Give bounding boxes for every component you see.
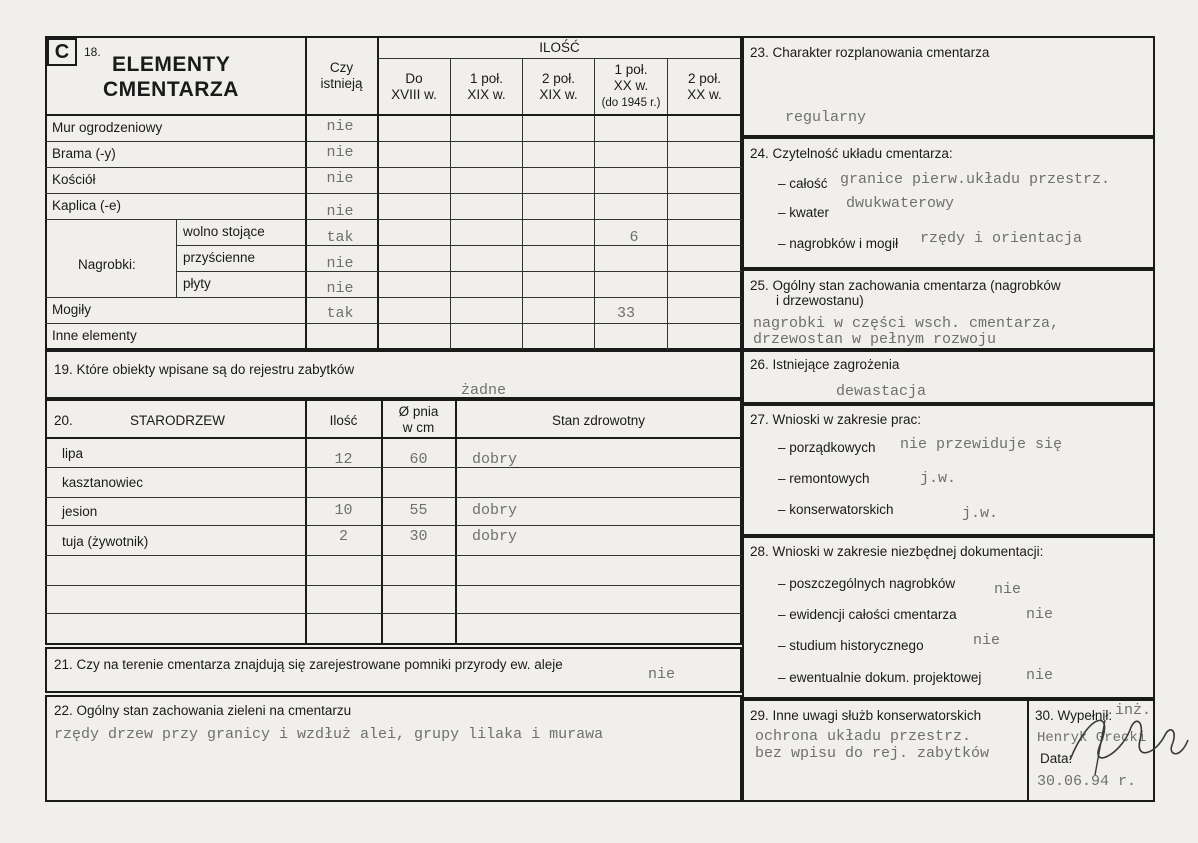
section-tag: C bbox=[47, 38, 77, 66]
col-header-1-l2: XIX w. bbox=[467, 87, 506, 102]
tree-qty-3: 2 bbox=[338, 528, 348, 545]
col-header-0-l1: Do bbox=[405, 71, 423, 86]
q20-num: 20. bbox=[54, 413, 73, 428]
q24-item-2-label: – nagrobków i mogił bbox=[778, 236, 899, 251]
header-ilosc: ILOŚĆ bbox=[539, 40, 580, 55]
qty-wolno: 6 bbox=[629, 229, 639, 246]
tree-name-0: lipa bbox=[62, 446, 84, 461]
header-czy: Czy bbox=[329, 60, 354, 75]
q24-item-2-value: rzędy i orientacja bbox=[920, 230, 1083, 247]
q30-date: 30.06.94 r. bbox=[1037, 773, 1137, 790]
tree-name-2: jesion bbox=[62, 504, 98, 519]
q23-label: 23. Charakter rozplanowania cmentarza bbox=[750, 45, 990, 60]
exists-kosciol: nie bbox=[326, 170, 354, 187]
q19-value: żadne bbox=[461, 382, 507, 399]
exists-mogily: tak bbox=[326, 305, 354, 322]
q25-value-2: drzewostan w pełnym rozwoju bbox=[753, 331, 997, 348]
exists-przyscienne: nie bbox=[326, 255, 354, 272]
tree-diam-2: 55 bbox=[409, 502, 428, 519]
q28-item-0-label: – poszczególnych nagrobków bbox=[778, 576, 956, 591]
q28-item-3-label: – ewentualnie dokum. projektowej bbox=[778, 670, 982, 685]
exists-plyty: nie bbox=[326, 280, 354, 297]
tree-state-3: dobry bbox=[472, 528, 518, 545]
row-label-brama: Brama (-y) bbox=[52, 146, 116, 161]
section-title-line1: ELEMENTY bbox=[112, 53, 231, 76]
tree-state-2: dobry bbox=[472, 502, 518, 519]
exists-mur: nie bbox=[326, 118, 354, 135]
section-number: 18. bbox=[84, 45, 101, 59]
q30-date-label: Data: bbox=[1040, 751, 1073, 766]
q28-item-0-value: nie bbox=[994, 581, 1022, 598]
q19-label: 19. Które obiekty wpisane są do rejestru zabytków bbox=[54, 362, 355, 377]
q22-label: 22. Ogólny stan zachowania zieleni na cmentarzu bbox=[54, 703, 352, 718]
q28-label: 28. Wnioski w zakresie niezbędnej dokumentacji: bbox=[750, 544, 1044, 559]
signature-mark bbox=[1060, 700, 1190, 780]
q20-col-ilosc: Ilość bbox=[329, 413, 358, 428]
col-header-4-l2: XX w. bbox=[687, 87, 722, 102]
col-header-4-l1: 2 poł. bbox=[687, 71, 722, 86]
exists-brama: nie bbox=[326, 144, 354, 161]
tree-name-3: tuja (żywotnik) bbox=[62, 534, 149, 549]
tree-diam-3: 30 bbox=[409, 528, 428, 545]
q23-value: regularny bbox=[785, 109, 867, 126]
qty-mogily: 33 bbox=[616, 305, 635, 322]
exists-kaplica: nie bbox=[326, 203, 354, 220]
q30-name: Henryk Grecki bbox=[1037, 730, 1147, 746]
q30-label: 30. Wypełnił: bbox=[1035, 708, 1113, 723]
q28-item-1-label: – ewidencji całości cmentarza bbox=[778, 607, 957, 622]
row-label-przyscienne: przyścienne bbox=[183, 250, 256, 265]
q27-item-2-label: – konserwatorskich bbox=[778, 502, 894, 517]
q24-item-1-value: dwukwaterowy bbox=[846, 195, 955, 212]
q29-value-1: ochrona układu przestrz. bbox=[755, 728, 972, 745]
q26-value: dewastacja bbox=[836, 383, 927, 400]
col-header-2-l2: XIX w. bbox=[539, 87, 578, 102]
tree-qty-0: 12 bbox=[334, 451, 353, 468]
exists-wolno: tak bbox=[326, 229, 354, 246]
q28-item-3-value: nie bbox=[1026, 667, 1054, 684]
q24-item-1-label: – kwater bbox=[778, 205, 830, 220]
col-header-2-l1: 2 poł. bbox=[541, 71, 576, 86]
q24-item-0-label: – całość bbox=[778, 176, 828, 191]
col-header-0-l2: XVIII w. bbox=[391, 87, 437, 102]
q21-value: nie bbox=[648, 666, 676, 683]
tree-state-0: dobry bbox=[472, 451, 518, 468]
q28-item-1-value: nie bbox=[1026, 606, 1054, 623]
row-label-nagrobki: Nagrobki: bbox=[78, 257, 136, 272]
q20-title: STARODRZEW bbox=[130, 413, 225, 428]
q20-col-stan: Stan zdrowotny bbox=[551, 413, 646, 428]
row-label-wolno: wolno stojące bbox=[183, 224, 265, 239]
row-label-mogily: Mogiły bbox=[52, 302, 92, 317]
q28-item-2-value: nie bbox=[973, 632, 1001, 649]
q24-item-0-value: granice pierw.układu przestrz. bbox=[840, 171, 1111, 188]
section-title-line2: CMENTARZA bbox=[103, 78, 239, 101]
tree-qty-2: 10 bbox=[334, 502, 353, 519]
q25-label-1: 25. Ogólny stan zachowania cmentarza (nagrobków bbox=[750, 278, 1061, 293]
q29-label: 29. Inne uwagi służb konserwatorskich bbox=[750, 708, 982, 723]
row-label-plyty: płyty bbox=[183, 276, 211, 291]
q26-label: 26. Istniejące zagrożenia bbox=[750, 357, 900, 372]
q25-value-1: nagrobki w części wsch. cmentarza, bbox=[753, 315, 1060, 332]
q27-item-0-value: nie przewiduje się bbox=[900, 436, 1063, 453]
col-header-3-l2: XX w. bbox=[613, 78, 649, 93]
q20-col-pnia1: Ø pnia bbox=[398, 404, 439, 419]
q20-col-pnia2: w cm bbox=[402, 420, 435, 435]
col-header-3-l1: 1 poł. bbox=[614, 62, 648, 77]
q27-item-0-label: – porządkowych bbox=[778, 440, 876, 455]
q29-value-2: bez wpisu do rej. zabytków bbox=[755, 745, 990, 762]
col-header-3-l3: (do 1945 r.) bbox=[601, 97, 661, 109]
row-label-kaplica: Kaplica (-e) bbox=[52, 198, 122, 213]
q27-label: 27. Wnioski w zakresie prac: bbox=[750, 412, 922, 427]
col-header-1-l1: 1 poł. bbox=[469, 71, 504, 86]
q25-label-2: i drzewostanu) bbox=[776, 293, 864, 308]
header-istnieja: istnieją bbox=[320, 76, 363, 91]
q30-title: inż. bbox=[1115, 702, 1152, 719]
q27-item-1-label: – remontowych bbox=[778, 471, 870, 486]
q24-label: 24. Czytelność układu cmentarza: bbox=[750, 146, 953, 161]
q22-value: rzędy drzew przy granicy i wzdłuż alei, grupy lilaka i murawa bbox=[54, 726, 604, 743]
row-label-inne: Inne elementy bbox=[52, 328, 137, 343]
tree-name-1: kasztanowiec bbox=[62, 475, 144, 490]
q28-item-2-label: – studium historycznego bbox=[778, 638, 924, 653]
q27-item-1-value: j.w. bbox=[920, 470, 957, 487]
q21-label: 21. Czy na terenie cmentarza znajdują się zarejestrowane pomniki przyrody ew. aleje bbox=[54, 657, 563, 672]
q27-item-2-value: j.w. bbox=[962, 505, 999, 522]
row-label-mur: Mur ogrodzeniowy bbox=[52, 120, 163, 135]
row-label-kosciol: Kościół bbox=[52, 172, 96, 187]
tree-diam-0: 60 bbox=[409, 451, 428, 468]
